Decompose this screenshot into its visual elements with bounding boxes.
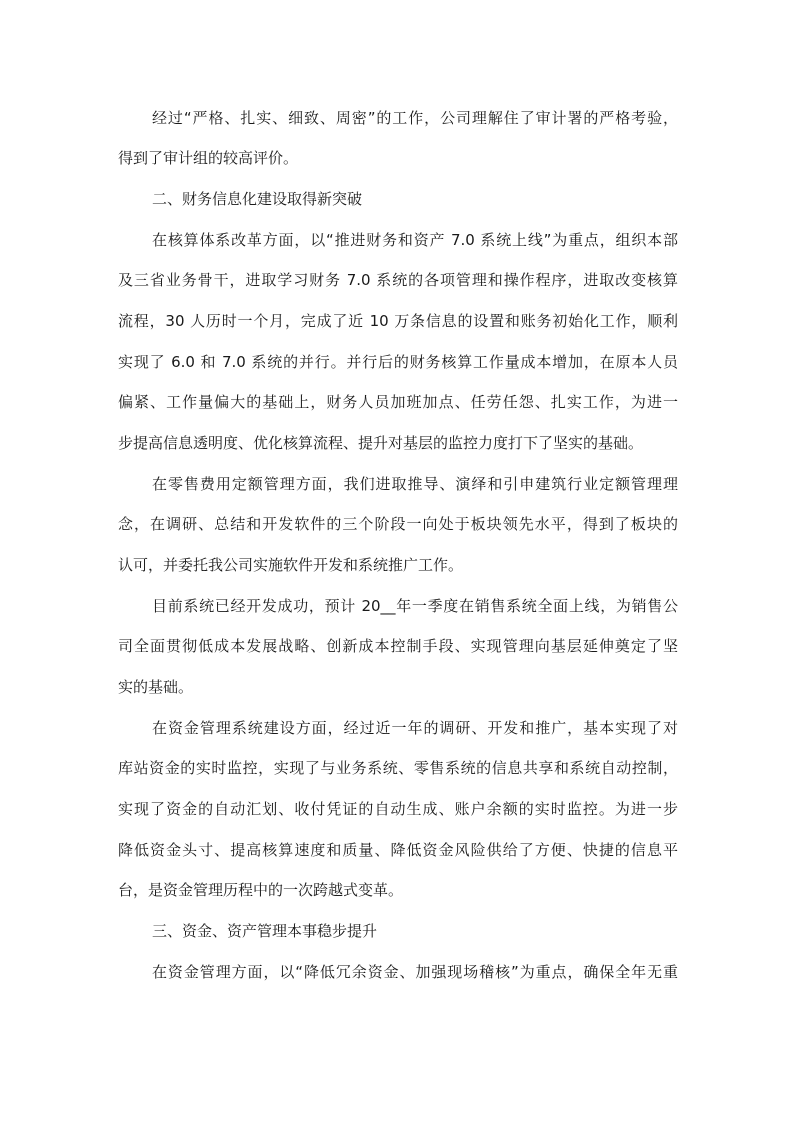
paragraph-line: 在零售费用定额管理方面，我们进取推导、演绎和引申建筑行业定额管理理 <box>152 475 678 493</box>
paragraph-line: 得到了审计组的较高评价。 <box>118 149 299 167</box>
paragraph-line: 实现了资金的自动汇划、收付凭证的自动生成、账户余额的实时监控。为进一步 <box>118 800 678 818</box>
paragraph-line: 在资金管理方面，以“降低冗余资金、加强现场稽核”为重点，确保全年无重 <box>152 963 678 981</box>
paragraph-line: 实的基础。 <box>118 678 194 696</box>
paragraph-line: 实现了 6.0 和 7.0 系统的并行。并行后的财务核算工作量成本增加，在原本人员 <box>118 353 678 371</box>
paragraph-line: 司全面贯彻低成本发展战略、创新成本控制手段、实现管理向基层延伸奠定了坚 <box>118 637 678 655</box>
paragraph-line: 在核算体系改革方面，以“推进财务和资产 7.0 系统上线”为重点，组织本部 <box>152 231 678 249</box>
paragraph-line: 认可，并委托我公司实施软件开发和系统推广工作。 <box>118 556 464 574</box>
paragraph-line: 在资金管理系统建设方面，经过近一年的调研、开发和推广，基本实现了对 <box>152 719 678 737</box>
paragraph-line: 目前系统已经开发成功，预计 20__年一季度在销售系统全面上线，为销售公 <box>152 597 678 615</box>
paragraph-line: 流程，30 人历时一个月，完成了近 10 万条信息的设置和账务初始化工作，顺利 <box>118 312 678 330</box>
paragraph-line: 台，是资金管理历程中的一次跨越式变革。 <box>118 881 404 899</box>
paragraph-line: 降低资金头寸、提高核算速度和质量、降低资金风险供给了方便、快捷的信息平 <box>118 841 678 859</box>
section-heading: 二、财务信息化建设取得新突破 <box>152 190 363 208</box>
paragraph-line: 经过“严格、扎实、细致、周密”的工作，公司理解住了审计署的严格考验， <box>152 109 678 127</box>
paragraph-line: 步提高信息透明度、优化核算流程、提升对基层的监控力度打下了坚实的基础。 <box>118 434 644 452</box>
section-heading: 三、资金、资产管理本事稳步提升 <box>152 922 378 940</box>
paragraph-line: 库站资金的实时监控，实现了与业务系统、零售系统的信息共享和系统自动控制， <box>118 759 678 777</box>
paragraph-line: 偏紧、工作量偏大的基础上，财务人员加班加点、任劳任怨、扎实工作，为进一 <box>118 393 678 411</box>
paragraph-line: 及三省业务骨干，进取学习财务 7.0 系统的各项管理和操作程序，进取改变核算 <box>118 271 678 289</box>
paragraph-line: 念，在调研、总结和开发软件的三个阶段一向处于板块领先水平，得到了板块的 <box>118 515 678 533</box>
